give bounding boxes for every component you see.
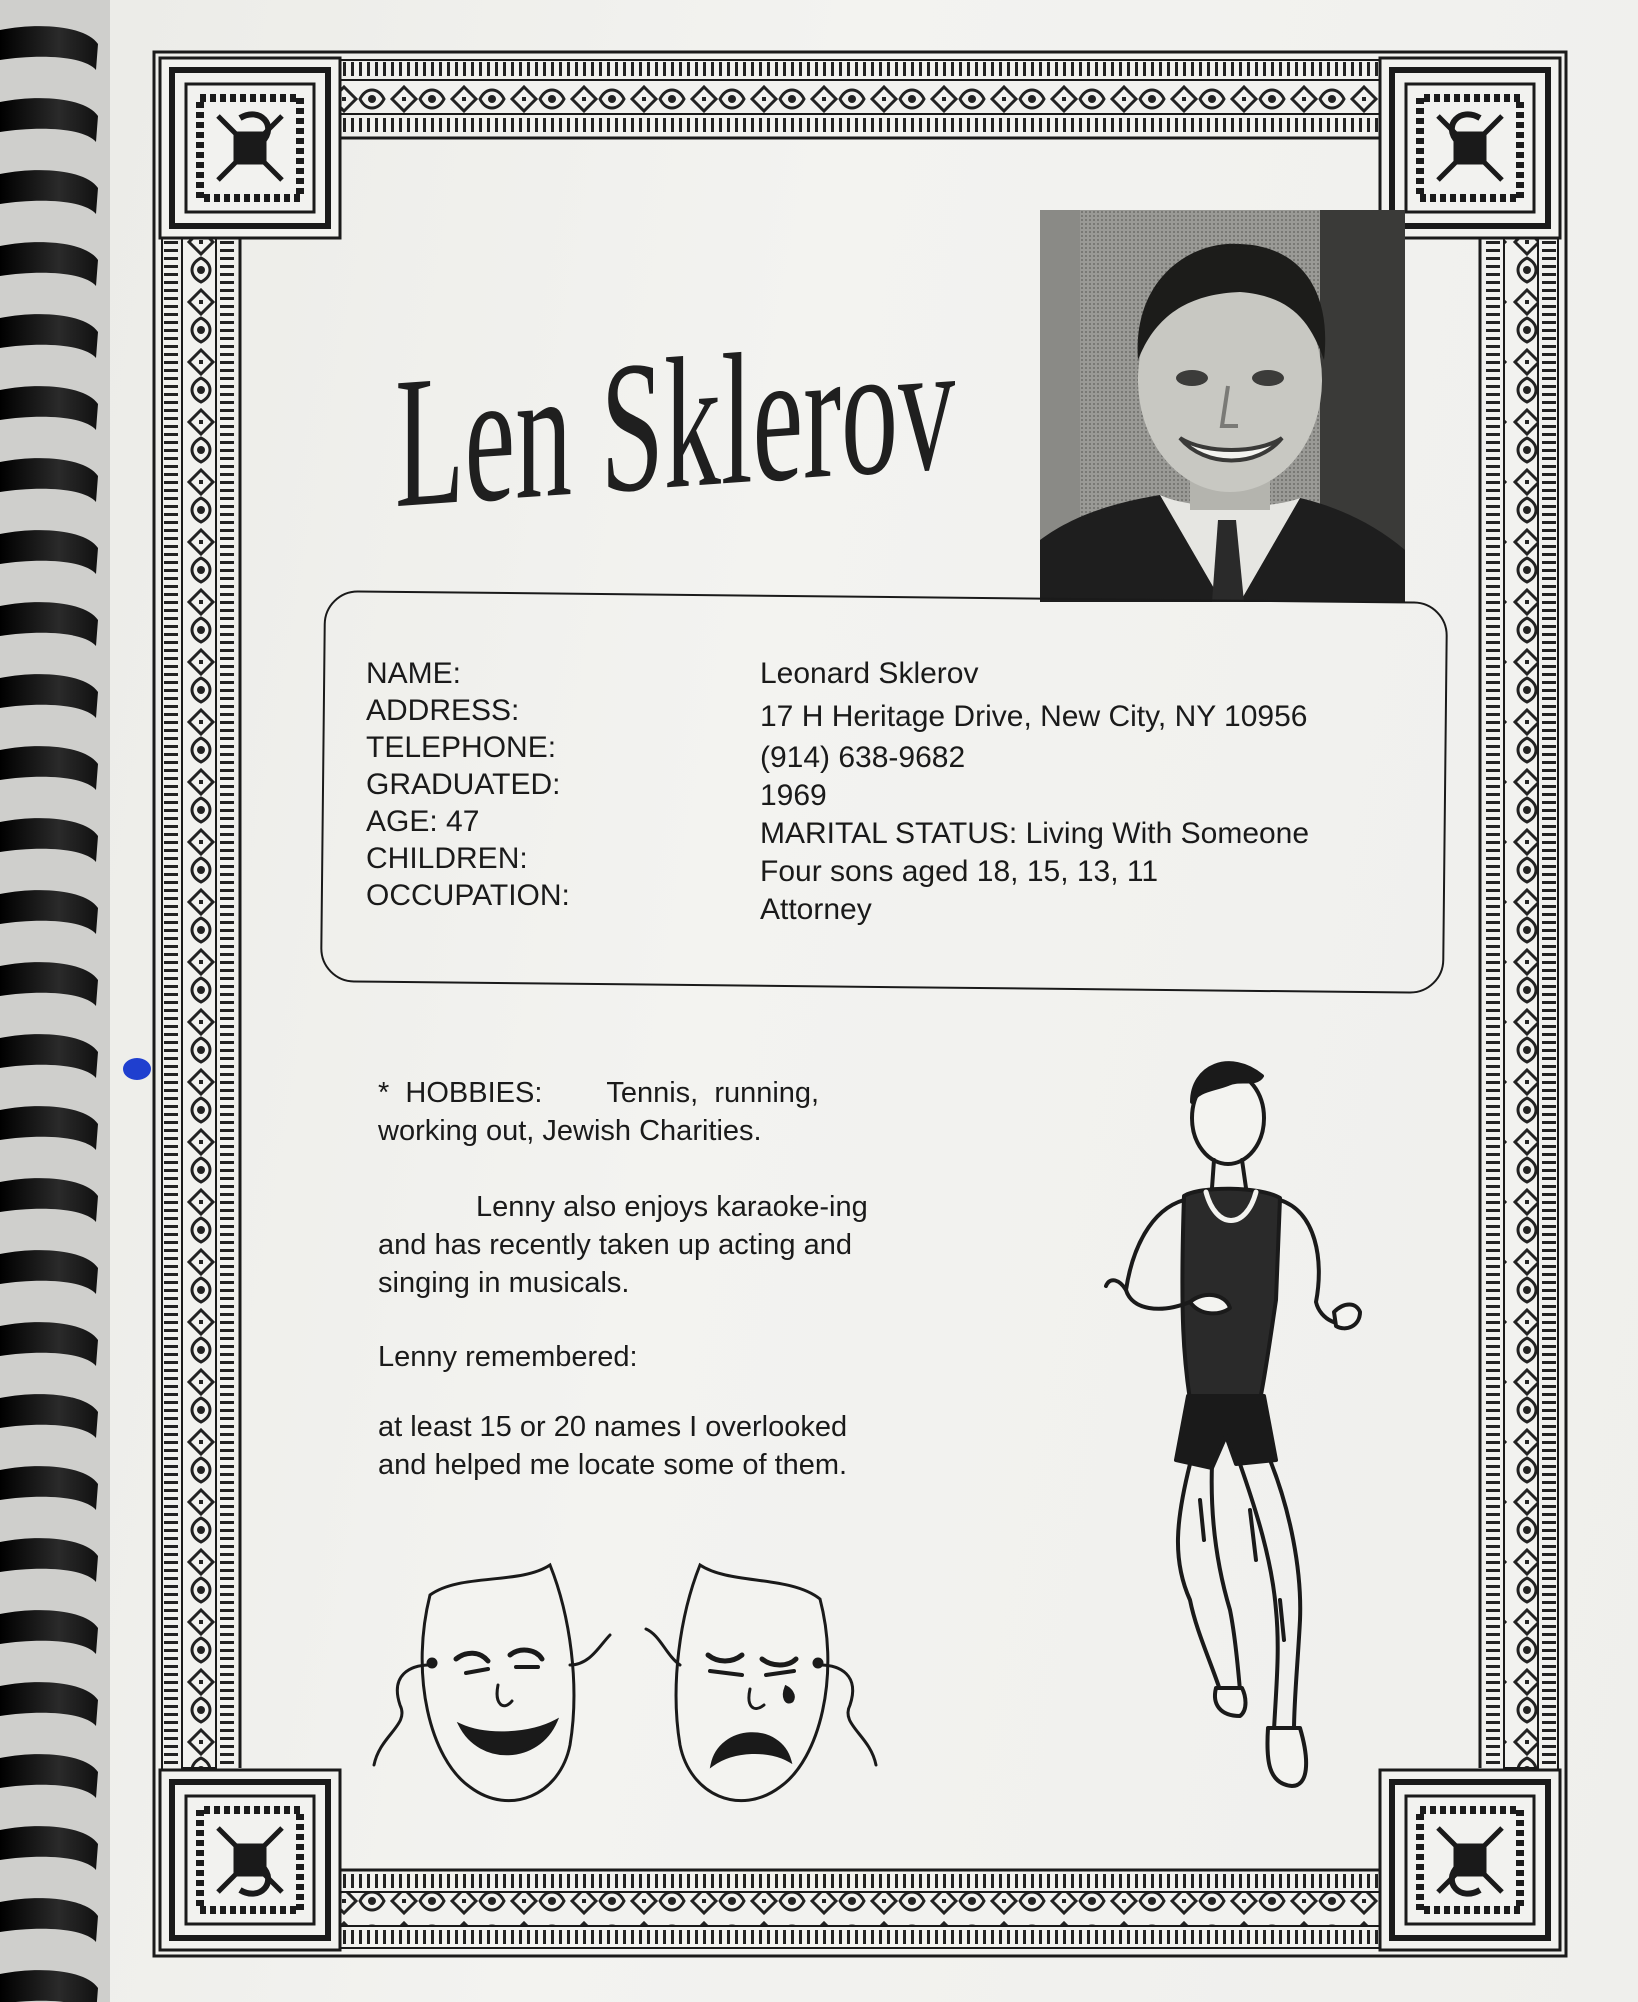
telephone-value: (914) 638-9682	[760, 741, 966, 774]
hobbies-line-1: * HOBBIES: Tennis, running,	[378, 1077, 820, 1109]
runner-illustration	[1080, 1040, 1380, 1810]
graduated-label: GRADUATED:	[366, 768, 561, 801]
hobbies-para2-line-2: and has recently taken up acting and	[378, 1229, 852, 1261]
remembered-line-1: at least 15 or 20 names I overlooked	[378, 1411, 848, 1443]
title-text: Len Sklerov	[395, 288, 1133, 548]
theater-masks-icon	[370, 1555, 930, 1825]
children-label: CHILDREN:	[366, 842, 528, 875]
marital-status: MARITAL STATUS: Living With Someone	[760, 817, 1310, 850]
hobbies-para2-line-3: singing in musicals.	[378, 1267, 630, 1299]
remembered-line-2: and helped me locate some of them.	[378, 1449, 848, 1481]
children-value: Four sons aged 18, 15, 13, 11	[760, 855, 1159, 888]
graduated-value: 1969	[760, 779, 827, 812]
address-label: ADDRESS:	[366, 694, 520, 727]
hobbies-line-2: working out, Jewish Charities.	[378, 1115, 762, 1147]
portrait-photo	[1040, 210, 1405, 602]
occupation-value: Attorney	[760, 893, 872, 926]
address-value: 17 H Heritage Drive, New City, NY 10956	[760, 700, 1308, 733]
ink-mark	[118, 1055, 156, 1083]
hobbies-para2-line-1: Lenny also enjoys karaoke-ing	[476, 1191, 868, 1223]
occupation-label: OCCUPATION:	[366, 879, 570, 912]
name-label: NAME:	[366, 657, 462, 690]
age-label: AGE: 47	[366, 805, 480, 838]
telephone-label: TELEPHONE:	[366, 731, 557, 764]
name-value: Leonard Sklerov	[760, 657, 979, 690]
remembered-label: Lenny remembered:	[378, 1341, 638, 1373]
page-title	[395, 250, 1133, 550]
